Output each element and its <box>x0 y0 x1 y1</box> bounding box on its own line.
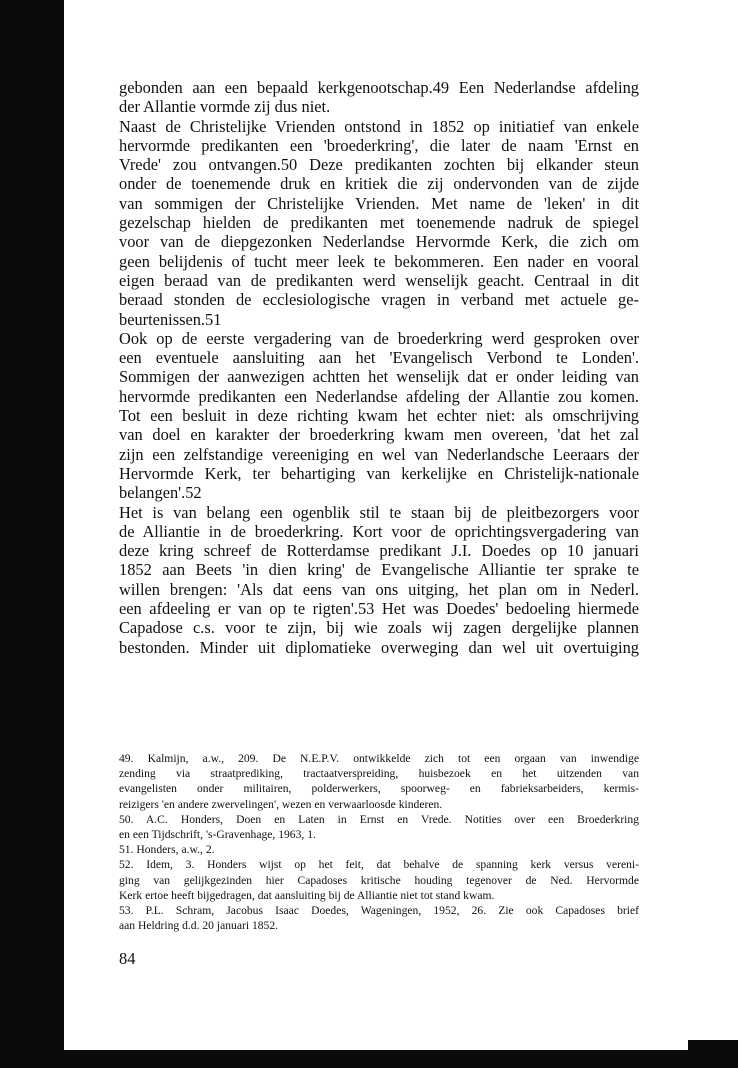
body-line: Vrede' zou ontvangen.50 Deze predikanten zochten bij elkander steun <box>119 155 639 175</box>
body-line: Ook op de eerste vergadering van de broederkring werd gesproken over <box>119 328 639 348</box>
body-line: van sommigen der Christelijke Vrienden. Met name de 'leken' in dit <box>119 193 639 213</box>
body-line: deze kring schreef de Rotterdamse predikant J.I. Doedes op 10 januari <box>119 541 639 561</box>
body-line: een eventuele aansluiting aan het 'Evangelisch Verbond te Londen'. <box>119 348 639 368</box>
page-number: 84 <box>119 949 136 968</box>
footnote-line: ging van gelijkgezinden hier Capadoses kritische houding tegenover de Ned. Hervormde <box>119 873 639 887</box>
body-line: zijn een zelfstandige vereeniging en wel van Nederlandsche Leeraars der <box>119 444 639 464</box>
body-line: Capadose c.s. voor te zijn, bij wie zoals wij zagen dergelijke plannen <box>119 618 639 638</box>
body-line: hervormde predikanten een Nederlandse afdeling der Allantie zou komen. <box>119 386 639 406</box>
body-line: van doel en karakter der broederkring kwam men overeen, 'dat het zal <box>119 425 639 445</box>
scan-border-left <box>0 0 64 1068</box>
footnote-line: 49. Kalmijn, a.w., 209. De N.E.P.V. ontwikkelde zich tot een orgaan van inwendige <box>119 752 639 765</box>
body-line: geen belijdenis of tucht meer leek te bekommeren. Een nader en vooral <box>119 251 639 271</box>
footnote-line: en een Tijdschrift, 's-Gravenhage, 1963, 1. <box>119 828 316 842</box>
body-line: willen brengen: 'Als dat eens van ons uitging, het plan om in Nederl. <box>119 579 639 599</box>
footnote-line: 52. Idem, 3. Honders wijst op het feit, dat behalve de spanning kerk versus vereni- <box>119 858 639 872</box>
body-text <box>119 78 639 657</box>
body-line: Naast de Christelijke Vrienden ontstond in 1852 op initiatief van enkele <box>119 116 639 136</box>
scan-border-bottom-right <box>688 1040 738 1068</box>
body-line: gebonden aan een bepaald kerkgenootschap.49 Een Nederlandse afdeling <box>119 78 639 97</box>
footnote-line: zending via straatprediking, tractaatverspreiding, huisbezoek en het uitzenden van <box>119 767 639 781</box>
body-line: gezelschap hielden de predikanten met toenemende nadruk de spiegel <box>119 213 639 233</box>
body-line: eigen beraad van de predikanten werd wenselijk geacht. Centraal in dit <box>119 270 639 290</box>
footnote-line: 53. P.L. Schram, Jacobus Isaac Doedes, Wageningen, 1952, 26. Zie ook Capadoses brief <box>119 904 639 918</box>
footnote-line: 50. A.C. Honders, Doen en Laten in Ernst en Vrede. Notities over een Broederkring <box>119 812 639 826</box>
body-line: Het is van belang een ogenblik stil te staan bij de pleitbezorgers voor <box>119 502 639 522</box>
body-line: 1852 aan Beets 'in dien kring' de Evangelische Alliantie ter sprake te <box>119 560 639 580</box>
body-line: Hervormde Kerk, ter behartiging van kerkelijke en Christelijk-nationale <box>119 463 639 483</box>
body-line: Sommigen der aanwezigen achtten het wenselijk dat er onder leiding van <box>119 367 639 387</box>
footnote-line: evangelisten onder militairen, polderwerkers, spoorweg- en fabrieksarbeiders, kermis- <box>119 782 639 796</box>
footnote-line: reizigers 'en andere zwervelingen', wezen en verwaarloosde kinderen. <box>119 797 443 811</box>
body-line: belangen'.52 <box>119 483 202 503</box>
footnote-line: Kerk ertoe heeft bijgedragen, dat aansluiting bij de Alliantie niet tot stand kwam. <box>119 888 495 902</box>
body-line: der Allantie vormde zij dus niet. <box>119 97 331 117</box>
body-line: voor van de diepgezonken Nederlandse Hervormde Kerk, die zich om <box>119 232 639 252</box>
body-line: beurtenissen.51 <box>119 309 222 329</box>
body-line: een afdeeling er van op te rigten'.53 Het was Doedes' bedoeling hiermede <box>119 599 639 619</box>
footnote-line: 51. Honders, a.w., 2. <box>119 843 215 857</box>
scan-border-bottom <box>0 1050 738 1068</box>
body-line: hervormde predikanten een 'broederkring', die later de naam 'Ernst en <box>119 135 639 155</box>
body-line: onder de toenemende druk en kritiek die zij ondervonden van de zijde <box>119 174 639 194</box>
footnotes <box>119 751 639 933</box>
body-line: Tot een besluit in deze richting kwam het echter niet: als omschrijving <box>119 406 639 426</box>
footnote-line: aan Heldring d.d. 20 januari 1852. <box>119 919 279 933</box>
body-line: beraad stonden de ecclesiologische vragen in verband met actuele ge- <box>119 290 639 310</box>
body-line: de Alliantie in de broederkring. Kort voor de oprichtingsvergadering van <box>119 521 639 541</box>
body-line: bestonden. Minder uit diplomatieke overweging dan wel uit overtuiging <box>119 637 639 657</box>
